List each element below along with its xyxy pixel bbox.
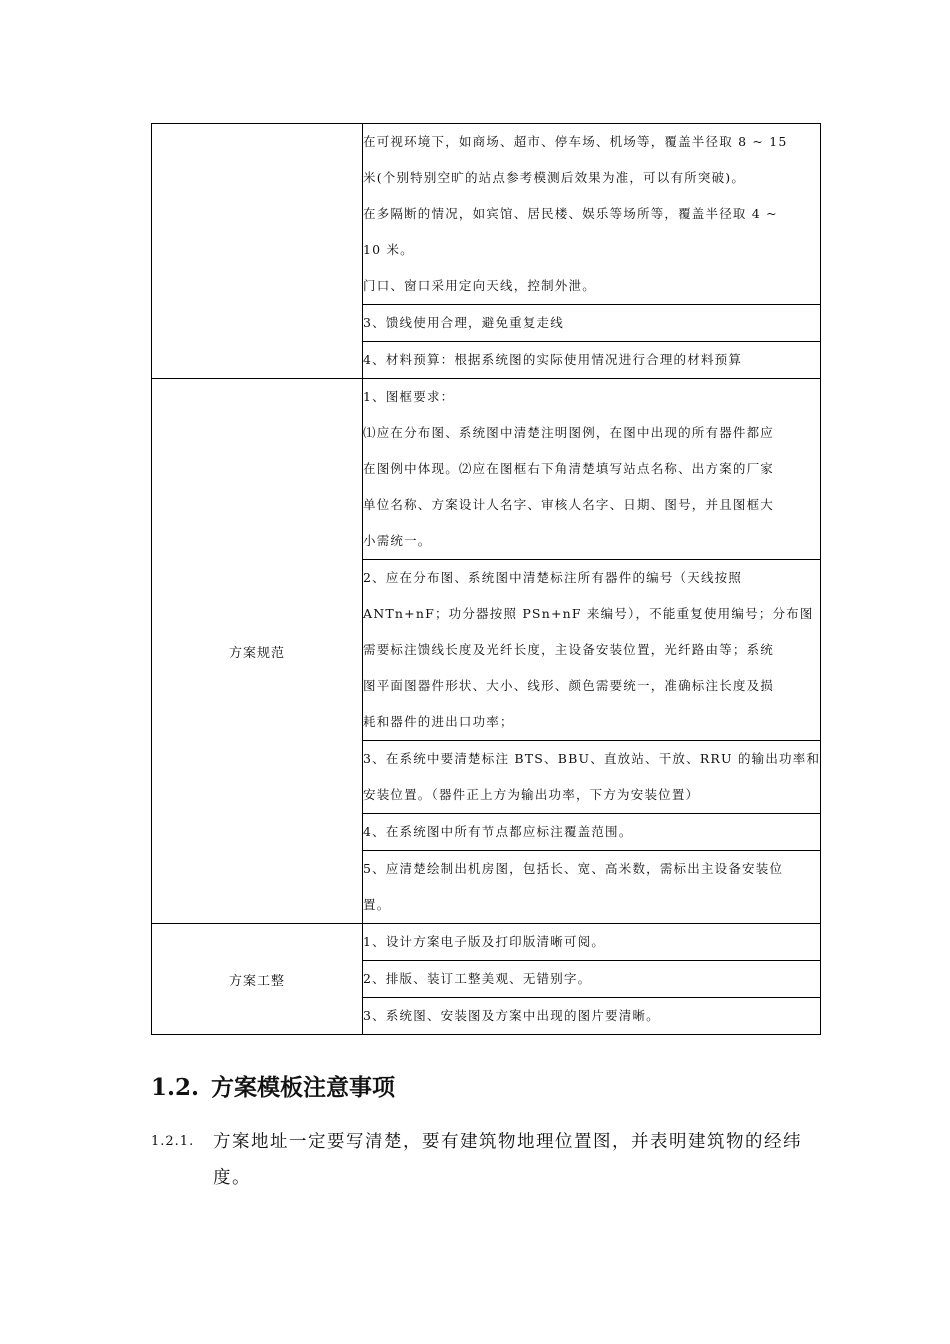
table-row (152, 124, 821, 305)
category-cell-scheme-spec: 方案规范 (152, 379, 363, 924)
subsection-line: 方案地址一定要写清楚，要有建筑物地理位置图，并表明建筑物的经纬 (213, 1132, 802, 1152)
item-cell (363, 998, 821, 1035)
item-cell (363, 924, 821, 961)
item-line: 安装位置。（器件正上方为输出功率，下方为安装位置） (363, 787, 700, 802)
item-line: 3、系统图、安装图及方案中出现的图片要清晰。 (363, 1008, 660, 1023)
item-line: 耗和器件的进出口功率； (363, 714, 514, 729)
section-heading (151, 1069, 395, 1102)
table-row (152, 379, 821, 560)
item-line: 置。 (363, 897, 391, 912)
item-cell (363, 124, 821, 305)
subsection-text (213, 1124, 821, 1196)
section-title: 方案模板注意事项 (211, 1075, 395, 1101)
item-line: ⑴应在分布图、系统图中清楚注明图例，在图中出现的所有器件都应 (363, 425, 775, 440)
category-cell (152, 124, 363, 379)
item-line: 4、材料预算：根据系统图的实际使用情况进行合理的材料预算 (363, 352, 743, 367)
item-line: 米(个别特别空旷的站点参考模测后效果为准，可以有所突破)。 (363, 170, 746, 185)
item-cell (363, 560, 821, 741)
item-line: 1、图框要求： (363, 389, 455, 404)
item-cell (363, 741, 821, 814)
category-cell-scheme-neat: 方案工整 (152, 924, 363, 1035)
item-cell (363, 961, 821, 998)
item-line: 3、在系统中要清楚标注 BTS、BBU、直放站、干放、RRU 的输出功率和 (363, 751, 821, 766)
table-row (152, 924, 821, 961)
item-line: 10 米。 (363, 242, 414, 257)
item-cell (363, 851, 821, 924)
item-cell (363, 342, 821, 379)
item-line: 在多隔断的情况，如宾馆、居民楼、娱乐等场所等，覆盖半径取 4 ~ (363, 206, 778, 221)
subsection-line: 度。 (213, 1168, 251, 1188)
item-line: 小需统一。 (363, 533, 432, 548)
item-line: 需要标注馈线长度及光纤长度，主设备安装位置，光纤路由等；系统 (363, 642, 775, 657)
item-line: 门口、窗口采用定向天线，控制外泄。 (363, 278, 596, 293)
item-cell (363, 379, 821, 560)
item-line: 4、在系统图中所有节点都应标注覆盖范围。 (363, 824, 633, 839)
item-cell (363, 814, 821, 851)
item-line: 在图例中体现。⑵应在图框右下角清楚填写站点名称、出方案的厂家 (363, 461, 775, 476)
item-line: 2、排版、装订工整美观、无错别字。 (363, 971, 592, 986)
item-line: ANTn+nF；功分器按照 PSn+nF 来编号），不能重复使用编号；分布图 (363, 606, 814, 621)
section-number: 1.2. (151, 1074, 200, 1101)
spec-table (151, 123, 821, 1035)
item-line: 1、设计方案电子版及打印版清晰可阅。 (363, 934, 606, 949)
item-line: 图平面图器件形状、大小、线形、颜色需要统一，准确标注长度及损 (363, 678, 775, 693)
item-line: 5、应清楚绘制出机房图，包括长、宽、高米数，需标出主设备安装位 (363, 861, 784, 876)
item-line: 2、应在分布图、系统图中清楚标注所有器件的编号（天线按照 (363, 570, 743, 585)
subsection (151, 1124, 821, 1196)
subsection-number: 1.2.1. (151, 1134, 195, 1149)
item-line: 3、馈线使用合理，避免重复走线 (363, 315, 564, 330)
item-cell (363, 305, 821, 342)
item-line: 单位名称、方案设计人名字、审核人名字、日期、图号，并且图框大 (363, 497, 775, 512)
item-line: 在可视环境下，如商场、超市、停车场、机场等，覆盖半径取 8 ~ 15 (363, 134, 788, 149)
